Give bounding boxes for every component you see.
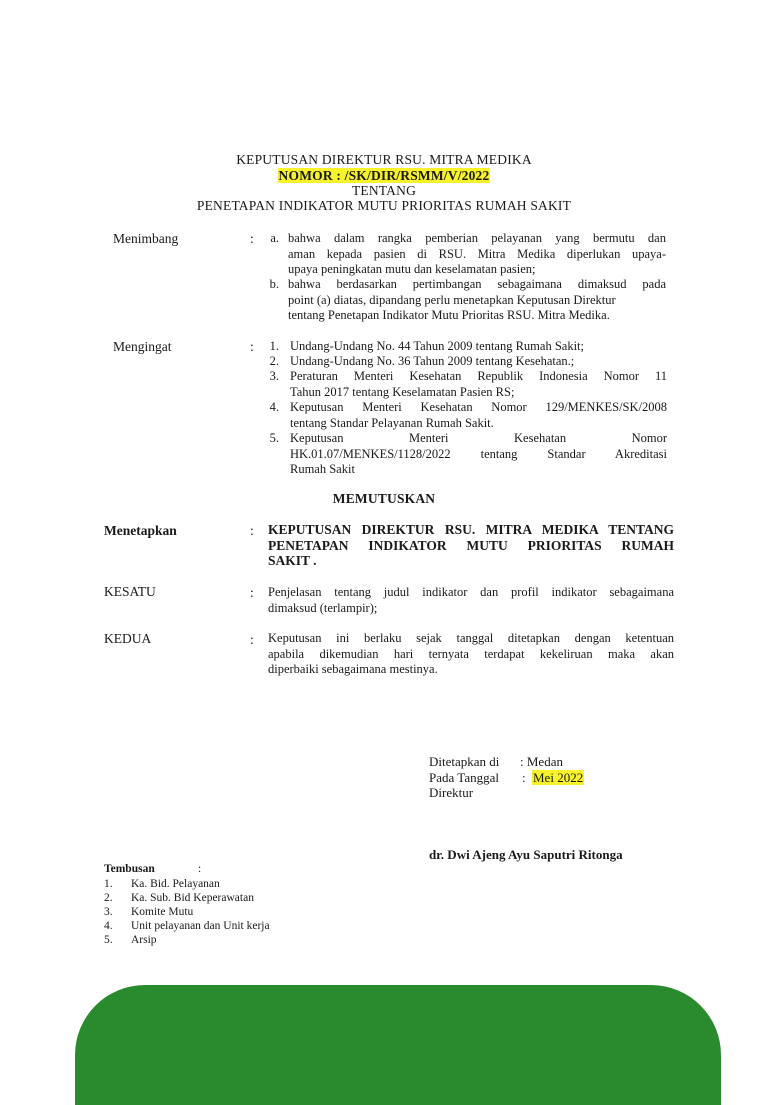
- kedua-colon: :: [250, 632, 254, 647]
- list-marker: 3.: [104, 906, 113, 918]
- list-marker: 2.: [269, 354, 279, 368]
- tembusan-item: Arsip: [131, 934, 157, 946]
- text-line: PENETAPAN INDIKATOR MUTU PRIORITAS RUMAH: [268, 537, 674, 553]
- tembusan-item: Komite Mutu: [131, 906, 194, 918]
- text-line: dimaksud (terlampir);: [268, 600, 378, 615]
- text-line: Keputusan ini berlaku sejak tanggal ditetapkan dengan ketentuan: [268, 631, 674, 645]
- menetapkan-label: Menetapkan: [104, 523, 177, 538]
- kesatu-label: KESATU: [104, 584, 156, 599]
- text-line: bahwa berdasarkan pertimbangan sebagaimana dimaksud pada: [288, 277, 666, 291]
- date-value-wrap: [532, 770, 584, 786]
- date-label: Pada Tanggal: [429, 770, 499, 785]
- tembusan-item: Unit pelayanan dan Unit kerja: [131, 920, 270, 932]
- list-marker: 4.: [104, 920, 113, 932]
- menimbang-item: [257, 231, 667, 279]
- text-line: Peraturan Menteri Kesehatan Republik Indonesia Nomor 11: [290, 369, 667, 383]
- mengingat-item-text: [290, 339, 667, 355]
- text-line: apabila dikemudian hari ternyata terdapat kekeliruan maka akan: [268, 646, 674, 661]
- list-marker: b.: [269, 277, 279, 291]
- text-line: Keputusan Menteri Kesehatan Nomor 129/MENKES/SK/2008: [290, 400, 667, 414]
- memutuskan-heading: MEMUTUSKAN: [332, 491, 436, 506]
- mengingat-item: [257, 339, 667, 355]
- date-value: Mei 2022: [533, 770, 584, 785]
- mengingat-item: [257, 369, 667, 401]
- list-marker: 1.: [269, 339, 279, 353]
- list-marker: 4.: [269, 400, 279, 414]
- text-line: KEPUTUSAN DIREKTUR RSU. MITRA MEDIKA TENTANG: [268, 522, 674, 537]
- text-line: HK.01.07/MENKES/1128/2022 tentang Standar Akreditasi: [290, 446, 667, 461]
- list-marker: 1.: [104, 878, 113, 890]
- kedua-text: [268, 631, 674, 678]
- place-value: : Medan: [520, 754, 563, 769]
- menimbang-label: Menimbang: [113, 231, 179, 246]
- kedua-label: KEDUA: [104, 631, 152, 646]
- mengingat-label: Mengingat: [113, 339, 172, 354]
- text-line: bahwa dalam rangka pemberian pelayanan yang bermutu dan: [288, 231, 666, 245]
- mengingat-item: [257, 431, 667, 479]
- tembusan-item: Ka. Bid. Pelayanan: [131, 878, 220, 890]
- list-marker: 2.: [104, 892, 113, 904]
- mengingat-item-text: [290, 431, 667, 478]
- text-line: diperbaiki sebagaimana mestinya.: [268, 662, 438, 676]
- document-title: KEPUTUSAN DIREKTUR RSU. MITRA MEDIKA: [236, 152, 532, 167]
- text-line: Penjelasan tentang judul indikator dan profil indikator sebagaimana: [268, 585, 674, 599]
- signer-name: dr. Dwi Ajeng Ayu Saputri Ritonga: [429, 847, 623, 862]
- date-colon: :: [522, 770, 526, 785]
- tembusan-colon: :: [198, 863, 202, 875]
- text-line: Rumah Sakit: [290, 462, 355, 476]
- tembusan-label: Tembusan: [104, 863, 155, 875]
- menimbang-item-text: [288, 231, 666, 278]
- mengingat-colon: :: [250, 339, 254, 354]
- text-line: tentang Standar Pelayanan Rumah Sakit.: [290, 415, 494, 430]
- text-line: Undang-Undang No. 44 Tahun 2009 tentang Rumah Sakit;: [290, 339, 584, 353]
- kesatu-colon: :: [250, 585, 254, 600]
- list-marker: 5.: [269, 431, 279, 445]
- text-line: Tahun 2017 tentang Keselamatan Pasien RS;: [290, 384, 515, 399]
- text-line: Keputusan Menteri Kesehatan Nomor: [290, 431, 667, 445]
- menimbang-item-text: [288, 277, 666, 324]
- tembusan-item: Ka. Sub. Bid Keperawatan: [131, 892, 254, 904]
- mengingat-item-text: [290, 400, 667, 431]
- kesatu-text: [268, 585, 674, 616]
- signer-role: Direktur: [429, 785, 474, 800]
- mengingat-item-text: [290, 369, 667, 400]
- list-marker: a.: [270, 231, 279, 245]
- text-line: Undang-Undang No. 36 Tahun 2009 tentang Kesehatan.;: [290, 354, 575, 368]
- text-line: SAKIT .: [268, 553, 317, 568]
- list-marker: 5.: [104, 934, 113, 946]
- list-marker: 3.: [269, 369, 279, 383]
- menimbang-item: [257, 277, 667, 325]
- mengingat-item: [257, 354, 667, 370]
- place-label: Ditetapkan di: [429, 754, 500, 769]
- text-line: tentang Penetapan Indikator Mutu Prioritas RSU. Mitra Medika.: [288, 308, 610, 322]
- mengingat-item: [257, 400, 667, 432]
- menimbang-colon: :: [250, 231, 254, 246]
- text-line: upaya peningkatan mutu dan keselamatan pasien;: [288, 262, 536, 276]
- document-number: NOMOR : /SK/DIR/RSMM/V/2022: [278, 168, 490, 183]
- menetapkan-text: [268, 522, 674, 569]
- text-line: aman kepada pasien di RSU. Mitra Medika diperlukan upaya-: [288, 246, 666, 261]
- document-subject: PENETAPAN INDIKATOR MUTU PRIORITAS RUMAH SAKIT: [196, 198, 572, 213]
- menetapkan-colon: :: [250, 523, 254, 538]
- mengingat-item-text: [290, 354, 667, 370]
- footer-decoration: [75, 985, 721, 1105]
- text-line: point (a) diatas, dipandang perlu menetapkan Keputusan Direktur: [288, 292, 616, 307]
- document-number-wrap: [0, 168, 768, 184]
- tentang-heading: TENTANG: [351, 183, 417, 198]
